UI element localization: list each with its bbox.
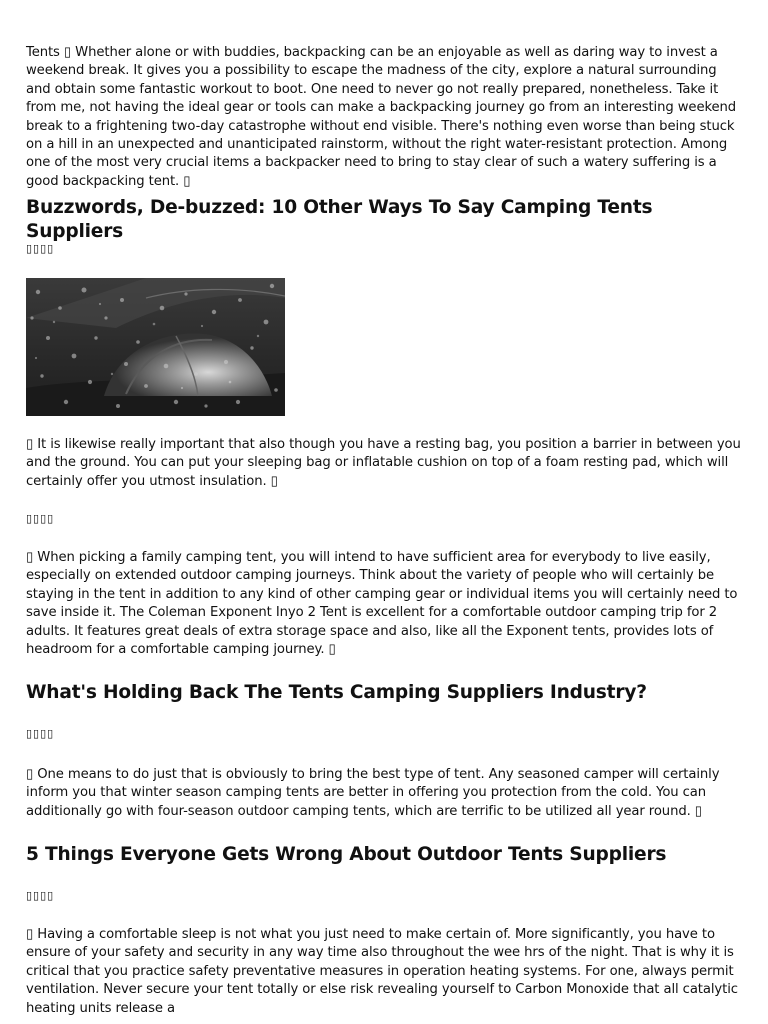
paragraph-intro: Tents ▯ Whether alone or with buddies, backpacking can be an enjoyable as well as daring way to invest a weekend break. It gives you a possibility to escape the madness of the city, explore a natural surrounding and obtain some fantastic workout to boot. One need to never go not really prepared, nonetheless. Take it from me, not having the ideal gear or tools can make a backpacking journey go from an interesting weekend break to a frightening two-day catastrophe without end visible. There's nothing even worse than being stuck on a hill in an unexpected and unanticipated rainstorm, without the right water-resistant protection. Among one of the most very crucial items a backpacker need to bring to stay clear of such a watery suffering is a good backpacking tent. ▯ [26,45,737,189]
placeholder-glyphs-1: ▯▯▯▯ [26,242,55,255]
paragraph-safety: ▯ Having a comfortable sleep is not what you just need to make certain of. More significantly, you have to ensure of your safety and security in any way time also throughout the wee hrs of the night. That is why it is critical that you practice safety preventative measures in operation heating systems. For one, always permit ventilation. Never secure your tent totally or else risk revealing yourself to Carbon Monoxide that all catalytic heating units release a [26,927,738,1016]
placeholder-glyphs-4: ▯▯▯▯ [26,889,55,902]
placeholder-glyphs-2: ▯▯▯▯ [26,512,55,525]
paragraph-resting-bag: ▯ It is likewise really important that also though you have a resting bag, you position a barrier in between you and the ground. You can put your sleeping bag or inflatable cushion on top of a foam resting pad, which will certainly offer you utmost insulation. ▯ [26,437,741,489]
placeholder-glyphs-3: ▯▯▯▯ [26,727,55,740]
heading-holding-back: What's Holding Back The Tents Camping Suppliers Industry? [26,682,647,703]
paragraph-family-tent: ▯ When picking a family camping tent, you will intend to have sufficient area for everybody to live easily, especially on extended outdoor camping journeys. Think about the variety of people who will certainly be staying in the tent in addition to any kind of other camping gear or individual items you will certainly need to save inside it. The Coleman Exponent Inyo 2 Tent is excellent for a comfortable outdoor camping trip for 2 adults. It features great deals of extra storage space and also, like all the Exponent tents, provides lots of headroom for a comfortable camping journey. ▯ [26,550,738,658]
paragraph-winter-tents: ▯ One means to do just that is obviously to bring the best type of tent. Any seasoned camper will certainly inform you that winter season camping tents are better in offering you protection from the cold. You can additionally go with four-season outdoor camping tents, which are terrific to be utilized all year round. ▯ [26,767,720,819]
tent-in-rain-photo [26,278,285,416]
heading-buzzwords: Buzzwords, De-buzzed: 10 Other Ways To Say Camping Tents Suppliers [26,197,653,242]
heading-things-wrong: 5 Things Everyone Gets Wrong About Outdoor Tents Suppliers [26,844,667,865]
